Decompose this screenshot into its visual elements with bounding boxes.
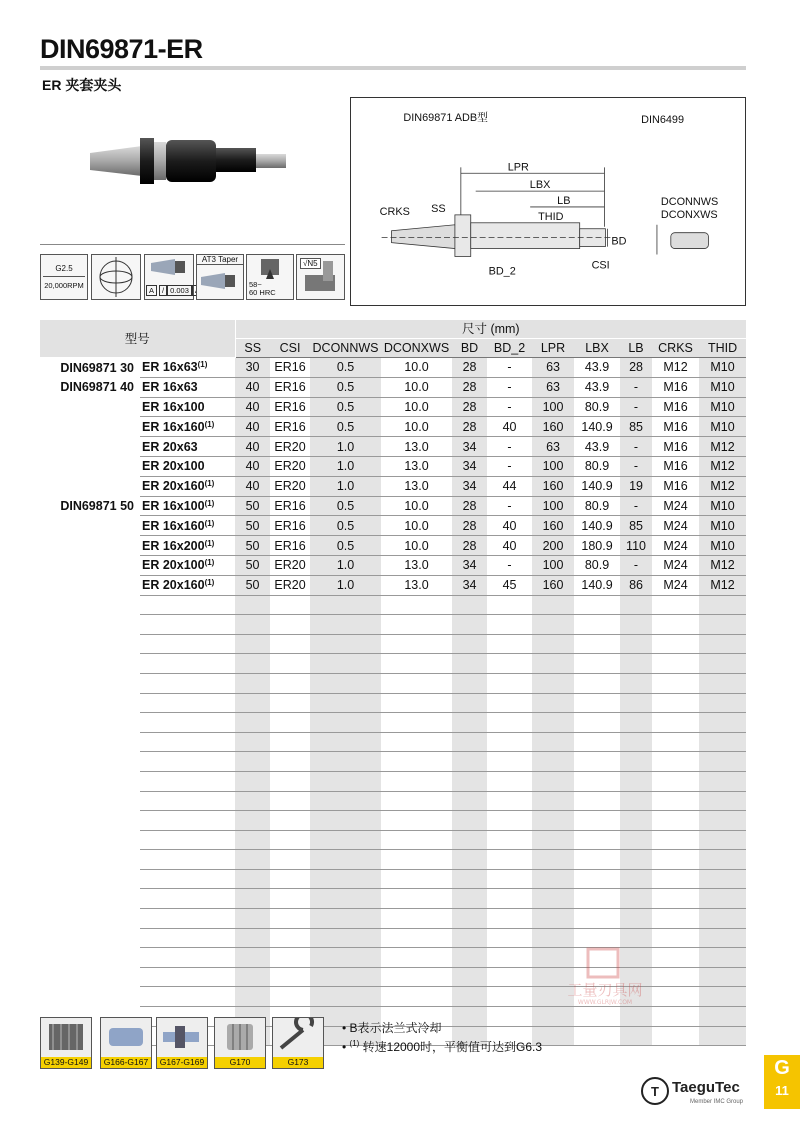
cell-ss: 50 (235, 575, 270, 595)
blank-row (40, 850, 746, 870)
blank-row (40, 713, 746, 733)
model-header: 型号 (40, 320, 235, 358)
cell-dconxws: 10.0 (381, 417, 452, 437)
cell-lb: 110 (620, 536, 652, 556)
dim-dconnws: DCONNWS (660, 195, 719, 208)
runout-datum: A (146, 285, 157, 296)
row-group: DIN69871 30 (40, 358, 140, 378)
dim-dconxws: DCONXWS (660, 208, 718, 221)
page-number: 11 (775, 1083, 789, 1098)
cell-crks: M16 (652, 417, 699, 437)
cell-lbx: 80.9 (574, 555, 620, 575)
cell-csi: ER20 (270, 555, 310, 575)
cell-dconnws: 1.0 (310, 456, 381, 476)
cell-dconxws: 13.0 (381, 437, 452, 457)
ref-label-0: G139-G149 (41, 1057, 91, 1068)
cell-lpr: 160 (532, 476, 574, 496)
roughness-label: √N5 (300, 258, 321, 269)
table-row (40, 476, 746, 496)
row-model: ER 20x160$^{(1)}$ (140, 575, 235, 595)
cell-dconxws: 10.0 (381, 358, 452, 378)
row-model: ER 16x63 (140, 377, 235, 397)
blank-row (40, 654, 746, 674)
cell-lb: - (620, 555, 652, 575)
blank-row (40, 615, 746, 635)
dim-ss: SS (431, 202, 446, 215)
dim-crks: CRKS (379, 205, 410, 218)
cell-bd: 28 (452, 397, 487, 417)
dim-bd: BD (611, 235, 627, 248)
cell-thid: M10 (699, 358, 746, 378)
cell-dconnws: 1.0 (310, 437, 381, 457)
cell-csi: ER16 (270, 377, 310, 397)
cell-ss: 40 (235, 417, 270, 437)
row-group (40, 555, 140, 575)
cell-dconnws: 0.5 (310, 496, 381, 516)
cell-dconxws: 10.0 (381, 377, 452, 397)
cell-bd: 28 (452, 516, 487, 536)
cell-dconnws: 0.5 (310, 516, 381, 536)
cell-dconxws: 13.0 (381, 555, 452, 575)
cell-ss: 30 (235, 358, 270, 378)
blank-row (40, 869, 746, 889)
cell-crks: M24 (652, 575, 699, 595)
cell-csi: ER16 (270, 516, 310, 536)
row-group: DIN69871 40 (40, 377, 140, 397)
row-group: DIN69871 50 (40, 496, 140, 516)
cell-bd_2: 45 (487, 575, 532, 595)
cell-lbx: 180.9 (574, 536, 620, 556)
cell-lb: 85 (620, 516, 652, 536)
blank-row (40, 732, 746, 752)
title-rule (40, 66, 746, 70)
row-model: ER 16x160$^{(1)}$ (140, 516, 235, 536)
cell-bd: 34 (452, 476, 487, 496)
cell-bd_2: - (487, 456, 532, 476)
blank-row (40, 791, 746, 811)
balance-icon (40, 254, 88, 300)
cell-lpr: 100 (532, 555, 574, 575)
balance-rpm: 20,000RPM (43, 276, 85, 290)
ref-wrench[interactable] (272, 1017, 324, 1069)
cell-lpr: 63 (532, 377, 574, 397)
section-tab (764, 1055, 800, 1109)
col-header-thid: THID (699, 339, 746, 358)
cell-thid: M10 (699, 516, 746, 536)
row-group (40, 516, 140, 536)
cell-crks: M12 (652, 358, 699, 378)
page-title: DIN69871-ER (40, 34, 203, 64)
cell-csi: ER16 (270, 358, 310, 378)
cell-crks: M24 (652, 536, 699, 556)
brand-sub: Member IMC Group (690, 1099, 744, 1105)
roughness-icon (296, 254, 345, 300)
runout-icon: A / 0.003 (144, 254, 194, 300)
cell-lbx: 80.9 (574, 397, 620, 417)
section-letter: G (774, 1057, 790, 1079)
cell-lbx: 43.9 (574, 358, 620, 378)
cell-csi: ER16 (270, 417, 310, 437)
cell-lb: 28 (620, 358, 652, 378)
cell-csi: ER16 (270, 496, 310, 516)
cell-lpr: 63 (532, 358, 574, 378)
cell-lpr: 160 (532, 575, 574, 595)
cell-dconnws: 1.0 (310, 476, 381, 496)
cell-bd_2: 40 (487, 417, 532, 437)
dims-header: 尺寸 (mm) (235, 320, 746, 339)
ref-nut[interactable] (214, 1017, 266, 1069)
ref-label-2: G167-G169 (157, 1057, 207, 1068)
cell-bd_2: 40 (487, 536, 532, 556)
table-row (40, 456, 746, 476)
cell-thid: M12 (699, 456, 746, 476)
cell-bd_2: - (487, 358, 532, 378)
cell-bd_2: - (487, 397, 532, 417)
table-row (40, 397, 746, 417)
col-header-csi: CSI (270, 339, 310, 358)
blank-row (40, 693, 746, 713)
cell-lb: - (620, 496, 652, 516)
product-photo (40, 118, 345, 238)
cell-thid: M12 (699, 575, 746, 595)
col-header-bd: BD (452, 339, 487, 358)
cell-crks: M24 (652, 516, 699, 536)
dim-csi: CSI (591, 259, 610, 272)
cell-ss: 40 (235, 397, 270, 417)
cell-bd: 34 (452, 437, 487, 457)
hardness-range-start: 58~ (249, 280, 262, 289)
cell-dconxws: 10.0 (381, 496, 452, 516)
cell-dconxws: 10.0 (381, 516, 452, 536)
cell-ss: 50 (235, 516, 270, 536)
blank-row (40, 752, 746, 772)
watermark-text: 工量刃具网 (567, 981, 643, 999)
row-group (40, 476, 140, 496)
cell-bd: 28 (452, 536, 487, 556)
row-group (40, 536, 140, 556)
ref-seal[interactable] (100, 1017, 152, 1069)
cell-thid: M12 (699, 555, 746, 575)
cell-bd: 28 (452, 417, 487, 437)
row-group (40, 397, 140, 417)
cell-ss: 40 (235, 476, 270, 496)
cell-dconxws: 13.0 (381, 456, 452, 476)
cell-csi: ER16 (270, 397, 310, 417)
cell-lb: - (620, 456, 652, 476)
cell-dconnws: 0.5 (310, 377, 381, 397)
ref-pull-stud[interactable] (156, 1017, 208, 1069)
blank-row (40, 909, 746, 929)
row-model: ER 16x200$^{(1)}$ (140, 536, 235, 556)
cell-crks: M16 (652, 476, 699, 496)
cell-lbx: 80.9 (574, 456, 620, 476)
col-header-lb: LB (620, 339, 652, 358)
row-model: ER 16x100$^{(1)}$ (140, 496, 235, 516)
cell-csi: ER20 (270, 476, 310, 496)
brand-logo: TaeguTec (672, 1079, 740, 1096)
balance-grade: G2.5 (55, 264, 73, 273)
blank-row (40, 811, 746, 831)
hardness-icon (246, 254, 294, 300)
cell-bd_2: 44 (487, 476, 532, 496)
table-row (40, 496, 746, 516)
cell-bd: 34 (452, 555, 487, 575)
cell-ss: 50 (235, 536, 270, 556)
col-header-dconxws: DCONXWS (381, 339, 452, 358)
cell-bd_2: 40 (487, 516, 532, 536)
cell-lpr: 100 (532, 496, 574, 516)
blank-row (40, 830, 746, 850)
cell-thid: M12 (699, 476, 746, 496)
cell-lb: 85 (620, 417, 652, 437)
cell-lb: - (620, 437, 652, 457)
cell-bd_2: - (487, 555, 532, 575)
cell-lbx: 140.9 (574, 575, 620, 595)
note-1: • B表示法兰式冷却 (342, 1021, 442, 1035)
cell-lbx: 140.9 (574, 476, 620, 496)
cell-bd: 34 (452, 575, 487, 595)
table-row (40, 575, 746, 595)
cell-crks: M16 (652, 456, 699, 476)
row-model: ER 16x100 (140, 397, 235, 417)
drawing-type-label: DIN69871 ADB型 (403, 111, 489, 124)
watermark-logo (540, 945, 670, 1005)
col-header-lbx: LBX (574, 339, 620, 358)
row-model: ER 20x100 (140, 456, 235, 476)
cell-lpr: 160 (532, 516, 574, 536)
col-header-ss: SS (235, 339, 270, 358)
row-group (40, 575, 140, 595)
cell-dconnws: 0.5 (310, 397, 381, 417)
cell-bd_2: - (487, 496, 532, 516)
table-row (40, 358, 746, 378)
row-model: ER 20x63 (140, 437, 235, 457)
gyroscope-icon (91, 254, 141, 300)
cell-dconnws: 1.0 (310, 555, 381, 575)
dim-thid: THID (538, 210, 564, 223)
watermark-url: WWW.GLRJW.COM (577, 999, 633, 1005)
cell-lpr: 200 (532, 536, 574, 556)
cell-csi: ER16 (270, 536, 310, 556)
cell-lbx: 80.9 (574, 496, 620, 516)
cell-lb: - (620, 377, 652, 397)
dim-bd2: BD_2 (488, 265, 516, 278)
row-model: ER 16x160$^{(1)}$ (140, 417, 235, 437)
col-header-crks: CRKS (652, 339, 699, 358)
cell-bd_2: - (487, 437, 532, 457)
blank-row (40, 889, 746, 909)
cell-bd: 28 (452, 496, 487, 516)
blank-row (40, 634, 746, 654)
cell-crks: M24 (652, 496, 699, 516)
cell-thid: M10 (699, 377, 746, 397)
cell-thid: M12 (699, 437, 746, 457)
page-subtitle: ER 夹套夹头 (42, 77, 122, 93)
blank-row (40, 673, 746, 693)
cell-dconnws: 0.5 (310, 417, 381, 437)
cell-dconnws: 0.5 (310, 536, 381, 556)
cell-lpr: 100 (532, 456, 574, 476)
cell-lbx: 140.9 (574, 417, 620, 437)
cell-crks: M16 (652, 437, 699, 457)
cell-dconnws: 0.5 (310, 358, 381, 378)
cell-thid: M10 (699, 536, 746, 556)
cell-dconxws: 13.0 (381, 575, 452, 595)
runout-value: 0.003 (167, 285, 192, 296)
table-row (40, 516, 746, 536)
cell-csi: ER20 (270, 456, 310, 476)
col-header-dconnws: DCONNWS (310, 339, 381, 358)
cell-ss: 40 (235, 377, 270, 397)
cell-thid: M10 (699, 496, 746, 516)
svg-text:T: T (651, 1084, 659, 1099)
taegutec-logo-icon (640, 1076, 670, 1106)
blank-row (40, 771, 746, 791)
drawing-std-label: DIN6499 (641, 113, 685, 126)
cell-thid: M10 (699, 397, 746, 417)
cell-bd: 28 (452, 358, 487, 378)
hardness-range-end: 60 HRC (249, 288, 276, 297)
cell-dconnws: 1.0 (310, 575, 381, 595)
taper-label: AT3 Taper (197, 255, 243, 265)
cell-crks: M24 (652, 555, 699, 575)
table-row (40, 437, 746, 457)
cell-ss: 50 (235, 555, 270, 575)
col-header-lpr: LPR (532, 339, 574, 358)
cell-csi: ER20 (270, 437, 310, 457)
cell-csi: ER20 (270, 575, 310, 595)
table-row (40, 536, 746, 556)
cell-ss: 50 (235, 496, 270, 516)
footnotes (342, 1020, 542, 1055)
blank-row (40, 595, 746, 615)
cell-lb: 19 (620, 476, 652, 496)
cell-bd: 28 (452, 377, 487, 397)
row-group (40, 456, 140, 476)
photo-rule (40, 244, 345, 245)
table-row (40, 377, 746, 397)
cell-lpr: 63 (532, 437, 574, 457)
cell-dconxws: 10.0 (381, 397, 452, 417)
ref-label-1: G166-G167 (101, 1057, 151, 1068)
cell-ss: 40 (235, 456, 270, 476)
dim-lb: LB (557, 194, 571, 207)
row-model: ER 20x160$^{(1)}$ (140, 476, 235, 496)
cell-ss: 40 (235, 437, 270, 457)
dim-lpr: LPR (507, 161, 529, 174)
cell-lbx: 43.9 (574, 377, 620, 397)
note-2: • $^{(1)}$ 转速12000时，平衡值可达到G6.3 (342, 1039, 543, 1054)
cell-crks: M16 (652, 397, 699, 417)
cell-thid: M10 (699, 417, 746, 437)
cell-lbx: 140.9 (574, 516, 620, 536)
row-group (40, 437, 140, 457)
row-model: ER 16x63$^{(1)}$ (140, 358, 235, 378)
table-row (40, 555, 746, 575)
cell-bd_2: - (487, 377, 532, 397)
spec-table (40, 320, 746, 1046)
cell-dconxws: 13.0 (381, 476, 452, 496)
table-row (40, 417, 746, 437)
technical-drawing (350, 97, 746, 306)
dim-lbx: LBX (529, 179, 551, 192)
cell-bd: 34 (452, 456, 487, 476)
cell-dconxws: 10.0 (381, 536, 452, 556)
cell-lpr: 160 (532, 417, 574, 437)
row-model: ER 20x100$^{(1)}$ (140, 555, 235, 575)
cell-lpr: 100 (532, 397, 574, 417)
cell-lb: 86 (620, 575, 652, 595)
cell-lbx: 43.9 (574, 437, 620, 457)
cell-lb: - (620, 397, 652, 417)
row-group (40, 417, 140, 437)
ref-label-4: G173 (273, 1057, 323, 1068)
taper-icon (196, 254, 244, 300)
spec-table-header (40, 320, 746, 358)
col-header-bd_2: BD_2 (487, 339, 532, 358)
ref-label-3: G170 (215, 1057, 265, 1068)
cell-crks: M16 (652, 377, 699, 397)
spec-table-body (40, 358, 746, 1046)
ref-collets[interactable] (40, 1017, 92, 1069)
